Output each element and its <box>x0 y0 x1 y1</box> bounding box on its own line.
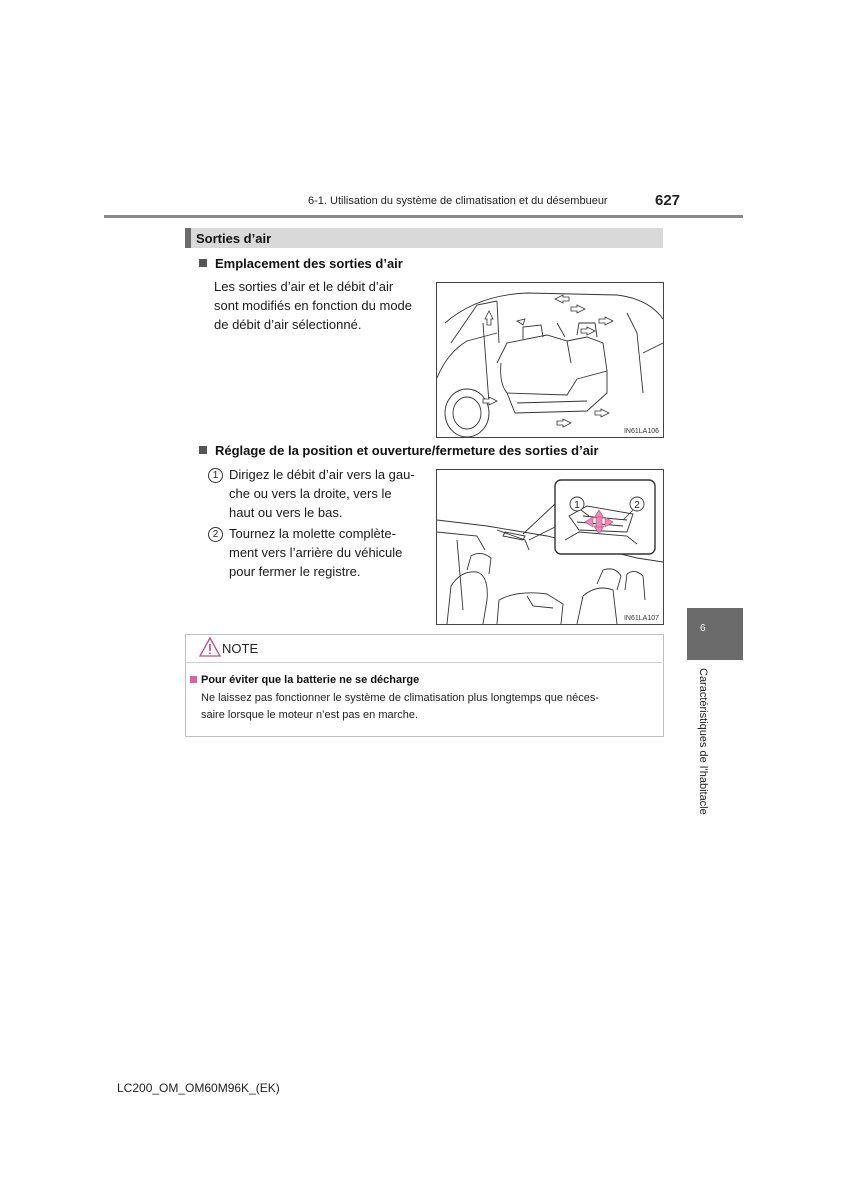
chapter-tab <box>687 608 743 660</box>
callout-1: 1 <box>574 500 580 511</box>
document-code: LC200_OM_OM60M96K_(EK) <box>117 1081 280 1095</box>
adjust-heading-text: Réglage de la position et ouverture/fermeture des sorties d’air <box>215 443 599 458</box>
section-title: Sorties d’air <box>196 231 272 246</box>
section-bar-accent <box>185 228 191 248</box>
square-bullet-icon <box>199 446 207 454</box>
location-body <box>214 277 424 334</box>
step-line: haut ou vers le bas. <box>229 505 343 520</box>
adjust-heading <box>199 443 599 458</box>
note-body <box>201 690 651 724</box>
figure-air-outlets-location <box>436 282 664 438</box>
step-number-2: 2 <box>208 527 223 542</box>
chapter-number: 6 <box>700 623 706 634</box>
figure-air-outlet-adjustment <box>436 469 664 625</box>
location-body-line: sont modifiés en fonction du mode <box>214 298 413 313</box>
square-bullet-icon <box>199 259 207 267</box>
location-body-line: de débit d’air sélectionné. <box>214 317 362 332</box>
page-number: 627 <box>655 192 681 209</box>
step-2-text <box>229 524 424 581</box>
warning-triangle-icon <box>199 637 221 657</box>
rear-interior-illustration <box>437 283 663 437</box>
note-body-line: Ne laissez pas fonctionner le système de climatisation plus longtemps que néces- <box>201 692 600 704</box>
note-bullet-marker <box>190 676 197 683</box>
figure-code: IN61LA107 <box>623 615 659 622</box>
chapter-label: Caractéristiques de l’habitacle <box>697 668 709 815</box>
location-heading <box>199 256 403 271</box>
callout-2: 2 <box>634 500 640 511</box>
step-line: ment vers l’arrière du véhicule <box>229 545 403 560</box>
note-header-rule <box>185 662 662 663</box>
step-line: pour fermer le registre. <box>229 564 361 579</box>
step-number-1: 1 <box>208 468 223 483</box>
figure-code: IN61LA106 <box>623 428 659 435</box>
step-line: che ou vers la droite, vers le <box>229 486 392 501</box>
step-line: Tournez la molette complète- <box>229 526 396 541</box>
note-title: NOTE <box>222 641 259 656</box>
location-body-line: Les sorties d’air et le débit d’air <box>214 279 394 294</box>
location-heading-text: Emplacement des sorties d’air <box>215 256 403 271</box>
note-subheading: Pour éviter que la batterie ne se décharge <box>201 674 420 686</box>
section-title-bar <box>185 228 663 248</box>
header-rule <box>104 215 743 218</box>
note-body-line: saire lorsque le moteur n’est pas en marche. <box>201 709 419 721</box>
step-line: Dirigez le débit d’air vers la gau- <box>229 467 415 482</box>
step-1-text <box>229 465 424 522</box>
dashboard-vent-illustration <box>437 470 663 624</box>
running-header: 6-1. Utilisation du système de climatisation et du désembueur <box>308 195 608 207</box>
